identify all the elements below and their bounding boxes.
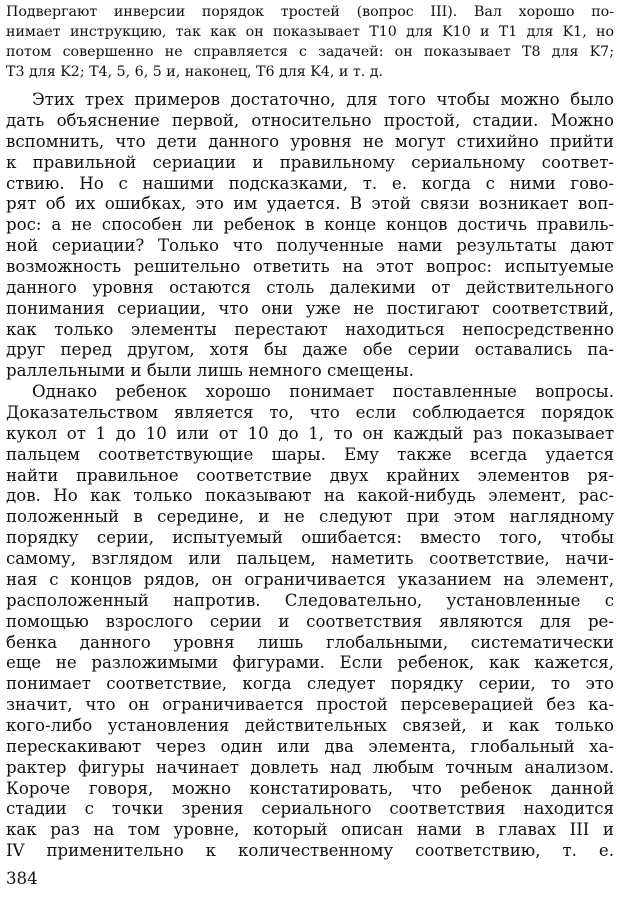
page-number: 384 <box>6 869 38 888</box>
body-text-line: кого-либо установления действительных связей, и как только <box>6 715 614 735</box>
body-text-line: к правильной сериации и правильному сериальному соответ- <box>6 152 614 172</box>
body-text-line: стадии с точки зрения сериального соответствия находится <box>6 799 614 819</box>
body-text-line: рят об их ошибках, это им удается. В этой связи возникает воп- <box>6 194 614 214</box>
body-text-line: кукол от 1 до 10 или от 10 до 1, то он каждый раз показывает <box>6 423 614 443</box>
body-text-line: пальцем соответствующие шары. Ему также всегда удается <box>6 444 614 464</box>
body-text-line: бенка данного уровня лишь глобальными, систематически <box>6 632 614 652</box>
body-text-line: ная с концов рядов, он ограничивается указанием на элемент, <box>6 569 614 589</box>
body-text-line: ной сериации? Только что полученные нами результаты дают <box>6 236 614 256</box>
body-text-line: перескакивают через один или два элемента, глобальный ха- <box>6 736 614 756</box>
body-text-line: вспомнить, что дети данного уровня не могут стихийно прийти <box>6 131 614 151</box>
body-text-line: понимает соответствие, когда следует порядку серии, то это <box>6 674 614 694</box>
body-text-line: помощью взрослого серии и соответствия являются для ре- <box>6 611 614 631</box>
body-text-line: рос: а не способен ли ребенок в конце концов достичь правиль- <box>6 215 614 235</box>
body-text-line: порядку серии, испытуемый ошибается: вместо того, чтобы <box>6 528 614 548</box>
body-text-line: значит, что он ограничивается простой персеверацией без ка- <box>6 695 614 715</box>
body-text-line: расположенный напротив. Следовательно, установленные с <box>6 590 614 610</box>
body-text-line: самому, взглядом или пальцем, наметить соответствие, начи- <box>6 549 614 568</box>
body-text-line: дать объяснение первой, относительно простой, стадии. Можно <box>6 110 614 130</box>
body-text-line: раллельными и были лишь немного смещены. <box>6 361 414 381</box>
body-text-line: Доказательством является то, что если соблюдается порядок <box>6 403 614 422</box>
small-text-line: T3 для K2; T4, 5, 6, 5 и, наконец, T6 для K4, и т. д. <box>6 64 383 80</box>
body-text-line: рактер фигуры начинает довлеть над любым точным анализом. <box>6 757 614 777</box>
body-text-line: возможность решительно ответить на этот вопрос: испытуемые <box>6 256 614 276</box>
body-text-line: IV применительно к количественному соответствию, т. е. <box>6 841 614 861</box>
body-text-line: положенный в середине, и не следуют при этом наглядному <box>6 507 614 527</box>
body-text-line: дов. Но как только показывают на какой-нибудь элемент, рас- <box>6 486 614 506</box>
body-text-line: понимания сериации, что они уже не постигают соответствий, <box>6 298 614 318</box>
body-text-line: ствию. Но с нашими подсказками, т. е. когда с ними гово- <box>6 173 614 193</box>
body-text-line: Этих трех примеров достаточно, для того чтобы можно было <box>32 90 614 109</box>
body-text-line: еще не разложимыми фигурами. Если ребенок, как кажется, <box>6 653 614 673</box>
small-text-line: потом совершенно не справляется с задачей: он показывает T8 для K7; <box>6 44 614 60</box>
body-text-line: друг перед другом, хотя бы даже обе серии оставались па- <box>6 340 614 360</box>
body-text-line: как только элементы перестают находиться непосредственно <box>6 319 614 339</box>
body-text-line: Короче говоря, можно констатировать, что ребенок данной <box>6 778 614 798</box>
body-text-line: Однако ребенок хорошо понимает поставленные вопросы. <box>32 382 614 402</box>
body-text-line: как раз на том уровне, который описан нами в главах III и <box>6 820 614 840</box>
body-text-line: найти правильное соответствие двух крайних элементов ря- <box>6 465 614 485</box>
body-text-line: данного уровня остаются столь далекими от действительного <box>6 277 614 297</box>
small-text-line: нимает инструкцию, так как он показывает T10 для K10 и T1 для K1, но <box>6 24 614 40</box>
small-text-line: Подвергают инверсии порядок тростей (вопрос III). Вал хорошо по- <box>6 4 614 20</box>
